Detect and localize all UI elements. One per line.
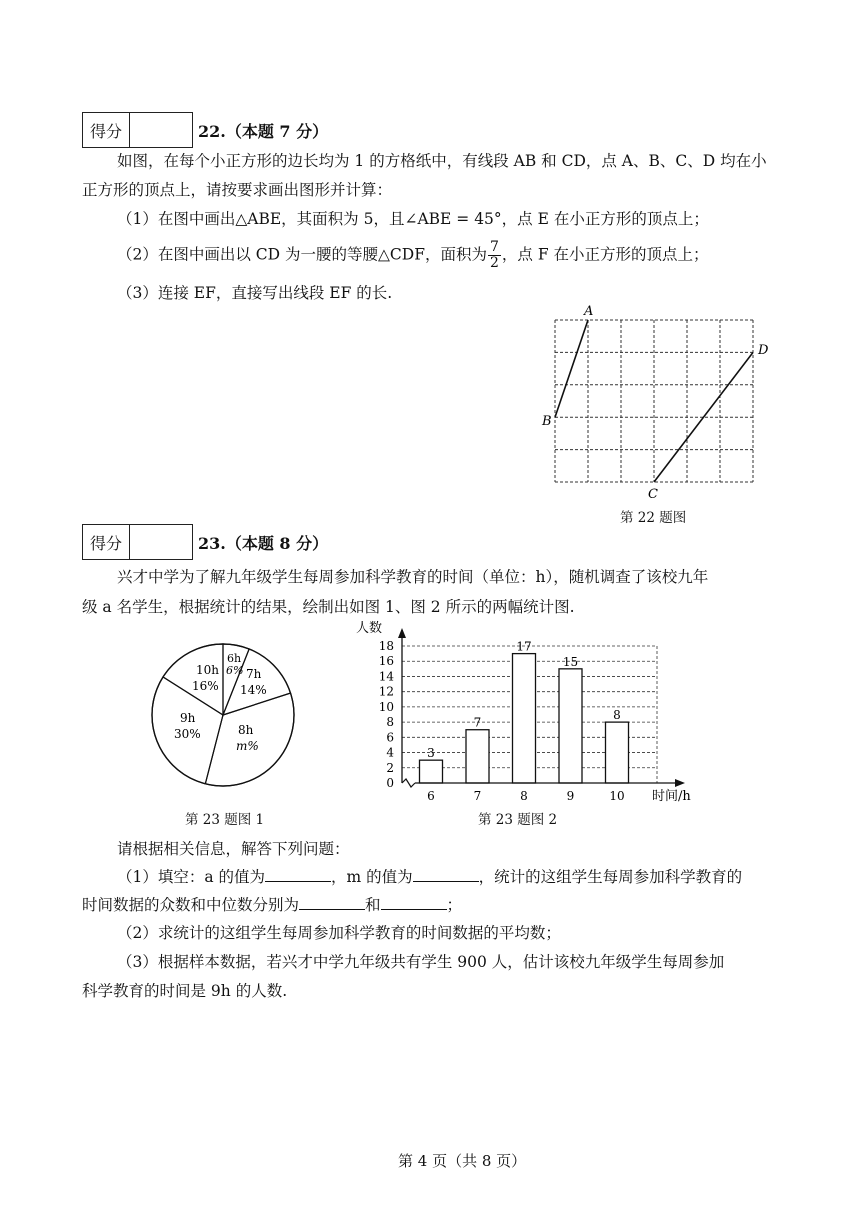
pie-label-8h: 8h	[238, 723, 254, 737]
segment-ab	[555, 320, 588, 417]
x-tick-labels	[427, 789, 624, 803]
score-label: 得分	[83, 525, 130, 559]
grid-lines	[555, 320, 753, 482]
bar-9	[559, 669, 582, 783]
q22-intro-line2: 正方形的顶点上，请按要求画出图形并计算：	[82, 181, 393, 199]
segment-cd	[654, 352, 753, 482]
y-tick-labels	[379, 639, 395, 790]
bar-value-label: 8	[613, 708, 621, 723]
q23-part1-line2	[82, 894, 462, 916]
pie-pct-6h: 6%	[226, 664, 244, 677]
y-tick-label: 12	[378, 684, 394, 699]
answer-blank-m[interactable]	[413, 867, 479, 882]
score-box-23	[82, 524, 193, 560]
score-label: 得分	[83, 113, 130, 147]
q22-intro-line1: 如图，在每个小正方形的边长均为 1 的方格纸中，有线段 AB 和 CD，点 A、B、C、D 均在小	[117, 152, 767, 170]
score-blank[interactable]	[130, 113, 192, 147]
axis-break-zigzag	[402, 779, 415, 787]
y-tick-label: 2	[386, 760, 394, 775]
q23-part1-b: ，m 的值为	[331, 868, 413, 886]
y-tick-label: 0	[386, 776, 394, 790]
pie-label-9h: 9h	[180, 711, 196, 725]
q23-part1	[117, 866, 742, 888]
pie-slices	[152, 644, 294, 786]
bar-6	[420, 760, 443, 783]
y-tick-label: 8	[386, 715, 394, 730]
y-tick-label: 18	[378, 639, 394, 653]
answer-blank-a[interactable]	[265, 867, 331, 882]
pie-caption: 第 23 题图 1	[185, 812, 265, 828]
point-d-label: D	[758, 343, 769, 358]
q23-part1-d: 时间数据的众数和中位数分别为	[82, 896, 300, 914]
q23-part1-a: （1）填空：a 的值为	[117, 868, 266, 886]
q23-prompt: 请根据相关信息，解答下列问题：	[117, 840, 350, 858]
x-axis-arrow	[675, 779, 685, 787]
bar-caption: 第 23 题图 2	[478, 812, 558, 828]
x-axis-title: 时间/h	[652, 789, 691, 804]
x-tick-label: 8	[520, 789, 528, 803]
y-axis-title: 人数	[356, 621, 383, 636]
score-box-22	[82, 112, 193, 148]
x-tick-label: 9	[566, 789, 575, 803]
pie-pct-10h: 16%	[192, 679, 219, 693]
pie-label-10h: 10h	[196, 663, 219, 677]
q22-part2-text-a: （2）在图中画出以 CD 为一腰的等腰△CDF，面积为	[117, 245, 487, 264]
pie-pct-8h: m%	[236, 739, 259, 753]
bar-7	[466, 730, 489, 783]
pie-label-7h: 7h	[246, 667, 262, 681]
fraction-seven-halves	[488, 240, 501, 271]
bar-10	[606, 722, 629, 783]
bar-value-label: 17	[516, 639, 532, 654]
bar-value-label: 7	[473, 715, 482, 730]
y-tick-label: 16	[378, 654, 394, 669]
answer-blank-median[interactable]	[381, 895, 447, 910]
y-tick-label: 14	[378, 669, 394, 684]
q23-part2: （2）求统计的这组学生每周参加科学教育的时间数据的平均数；	[117, 924, 561, 942]
pie-pct-9h: 30%	[174, 727, 201, 741]
figure-22-caption: 第 22 题图	[620, 510, 687, 526]
question-22-header: 22.（本题 7 分）	[198, 122, 329, 141]
pie-pct-7h: 14%	[240, 683, 267, 697]
q22-part3: （3）连接 EF，直接写出线段 EF 的长.	[117, 284, 393, 302]
bar-value-label: 15	[562, 654, 579, 669]
pie-label-6h: 6h	[227, 652, 242, 665]
q22-part2	[117, 240, 709, 271]
bar-value-label: 3	[427, 746, 435, 761]
q22-part2-text-b: ，点 F 在小正方形的顶点上；	[501, 245, 709, 264]
y-tick-label: 4	[386, 745, 394, 760]
pie-chart	[148, 640, 298, 790]
q23-part1-c: ，统计的这组学生每周参加科学教育的	[478, 868, 743, 886]
point-b-label: B	[542, 414, 552, 429]
point-c-label: C	[648, 487, 658, 500]
y-tick-label: 10	[378, 699, 394, 714]
q23-part3-line2: 科学教育的时间是 9h 的人数.	[82, 982, 288, 1000]
answer-blank-mode[interactable]	[299, 895, 365, 910]
x-tick-label: 7	[473, 789, 482, 803]
point-a-label: A	[584, 304, 594, 319]
q23-part1-e: 和	[365, 896, 381, 914]
q23-part1-f: ；	[446, 896, 463, 914]
y-tick-label: 6	[386, 730, 394, 745]
q23-part3-line1: （3）根据样本数据，若兴才中学九年级共有学生 900 人，估计该校九年级学生每周参加	[117, 953, 725, 971]
x-tick-label: 6	[427, 789, 435, 803]
question-23-header: 23.（本题 8 分）	[198, 534, 329, 553]
y-axis-arrow	[398, 628, 406, 638]
fraction-denominator: 2	[489, 255, 499, 271]
q23-intro-line2: 级 a 名学生，根据统计的结果，绘制出如图 1、图 2 所示的两幅统计图.	[82, 598, 575, 616]
bar-8	[513, 654, 536, 783]
page-footer: 第 4 页（共 8 页）	[398, 1152, 527, 1170]
bar-chart	[352, 618, 722, 808]
q23-intro-line1: 兴才中学为了解九年级学生每周参加科学教育的时间（单位：h），随机调查了该校九年	[117, 568, 709, 586]
grid-figure-22	[540, 300, 780, 500]
fraction-numerator: 7	[489, 239, 499, 255]
x-tick-label: 10	[609, 789, 625, 803]
score-blank[interactable]	[130, 525, 192, 559]
q22-part1: （1）在图中画出△ABE，其面积为 5，且∠ABE = 45°，点 E 在小正方形的顶点上；	[117, 210, 709, 228]
